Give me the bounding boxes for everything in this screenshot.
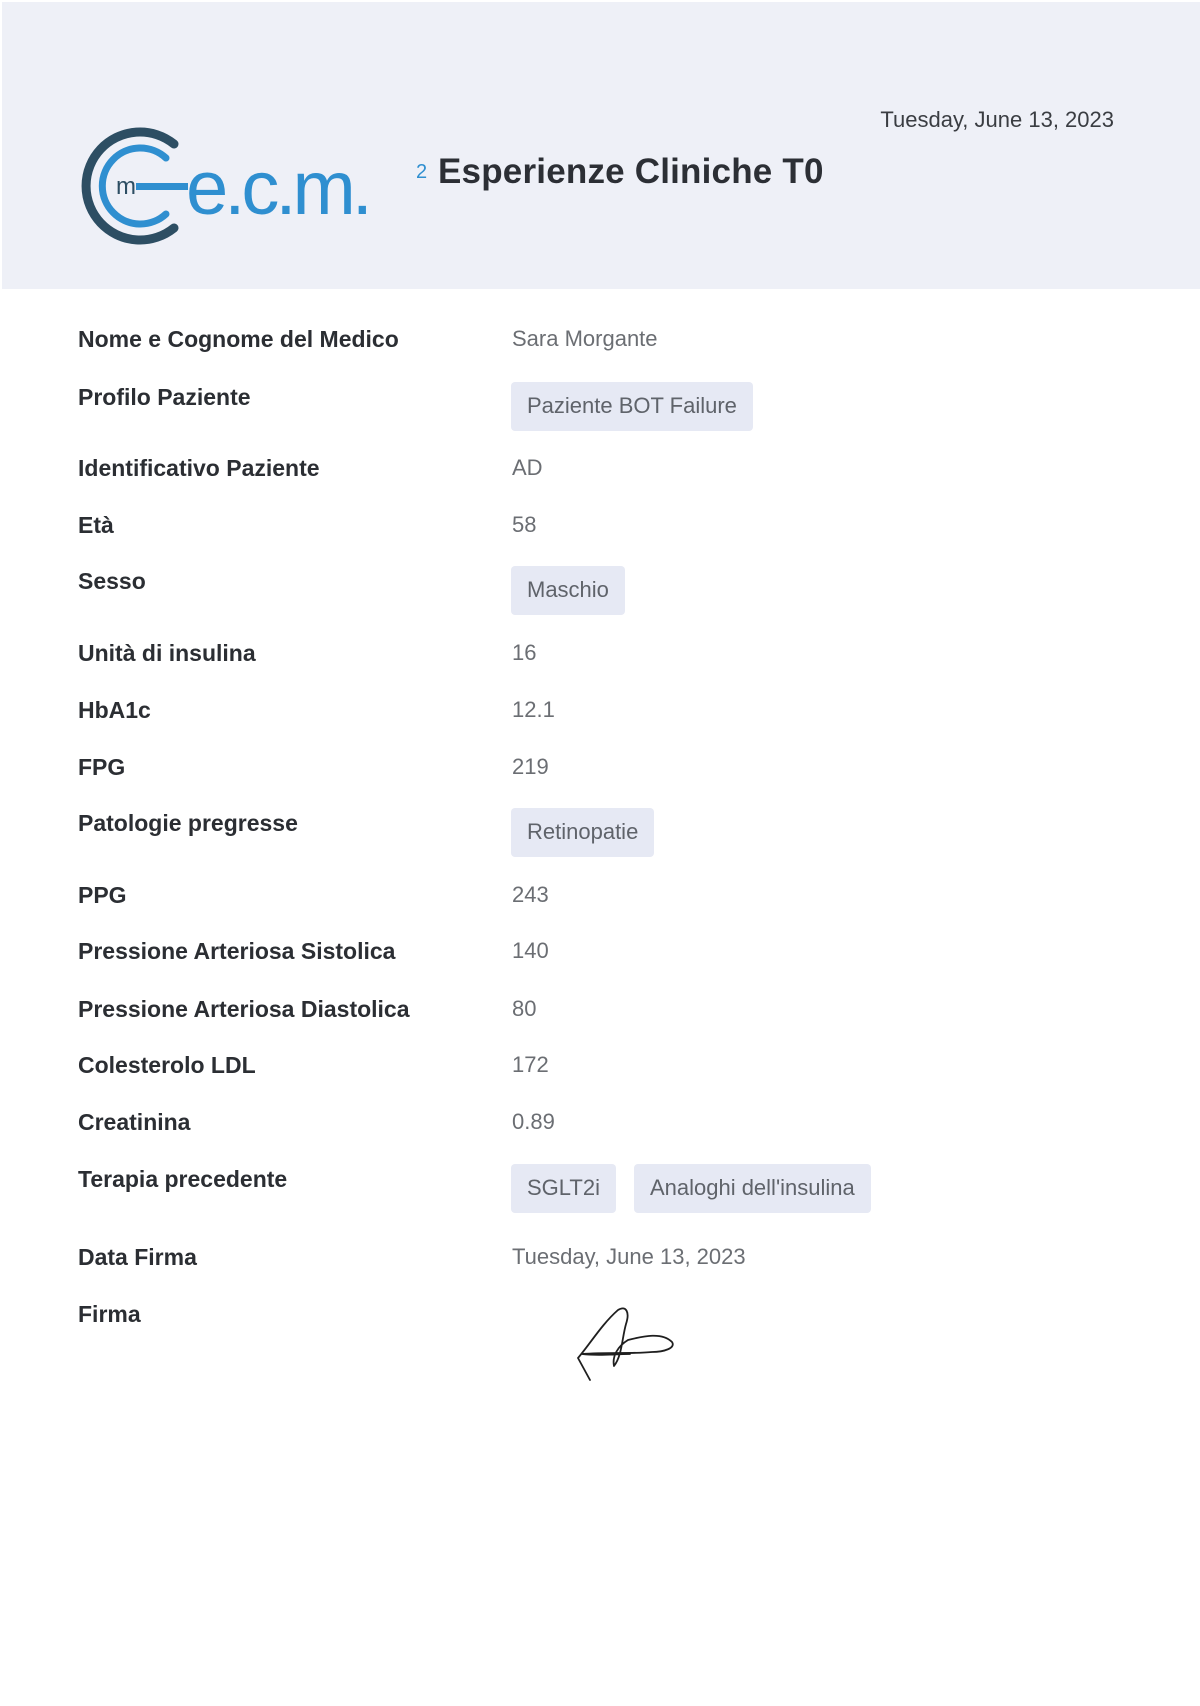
svg-text:e.c.m.: e.c.m.: [186, 146, 369, 231]
ecm-logo-icon: [78, 122, 438, 250]
chips-profilo: [511, 382, 753, 431]
label-sesso: Sesso: [78, 568, 146, 594]
chip-profilo: Paziente BOT Failure: [511, 382, 753, 431]
chip-sesso: Maschio: [511, 566, 625, 615]
label-sistolica: Pressione Arteriosa Sistolica: [78, 938, 396, 964]
page-title: Esperienze Cliniche T0: [438, 152, 824, 191]
signature-icon: [568, 1302, 688, 1382]
label-medico: Nome e Cognome del Medico: [78, 326, 399, 352]
value-ldl: 172: [512, 1052, 549, 1077]
chips-terapia: [511, 1164, 871, 1213]
header-date: Tuesday, June 13, 2023: [880, 107, 1114, 132]
value-medico: Sara Morgante: [512, 326, 658, 351]
label-patologie: Patologie pregresse: [78, 810, 298, 836]
value-sistolica: 140: [512, 938, 549, 963]
label-diastolica: Pressione Arteriosa Diastolica: [78, 996, 410, 1022]
value-creatinina: 0.89: [512, 1109, 555, 1134]
label-eta: Età: [78, 512, 114, 538]
value-identificativo: AD: [512, 455, 543, 480]
report-header: [2, 2, 1200, 289]
value-insulina: 16: [512, 640, 537, 665]
chip-patologie: Retinopatie: [511, 808, 654, 857]
label-identificativo: Identificativo Paziente: [78, 455, 320, 481]
label-firma: Firma: [78, 1301, 141, 1327]
label-creatinina: Creatinina: [78, 1109, 191, 1135]
label-ppg: PPG: [78, 882, 127, 908]
value-data-firma: Tuesday, June 13, 2023: [512, 1244, 746, 1269]
label-fpg: FPG: [78, 754, 126, 780]
label-hba1c: HbA1c: [78, 697, 151, 723]
value-ppg: 243: [512, 882, 549, 907]
label-data-firma: Data Firma: [78, 1244, 197, 1270]
label-insulina: Unità di insulina: [78, 640, 256, 666]
label-terapia: Terapia precedente: [78, 1166, 288, 1192]
value-fpg: 219: [512, 754, 549, 779]
svg-text:m: m: [116, 173, 136, 200]
signature-image: [568, 1302, 688, 1382]
chips-sesso: [511, 566, 625, 615]
svg-text:2: 2: [416, 161, 428, 183]
value-diastolica: 80: [512, 996, 537, 1021]
chip-terapia-sglt2i: SGLT2i: [511, 1164, 616, 1213]
ecm-logo: [78, 122, 438, 250]
label-profilo: Profilo Paziente: [78, 384, 251, 410]
label-ldl: Colesterolo LDL: [78, 1052, 256, 1078]
chips-patologie: [511, 808, 654, 857]
value-eta: 58: [512, 512, 537, 537]
chip-terapia-analoghi: Analoghi dell'insulina: [634, 1164, 871, 1213]
value-hba1c: 12.1: [512, 697, 555, 722]
